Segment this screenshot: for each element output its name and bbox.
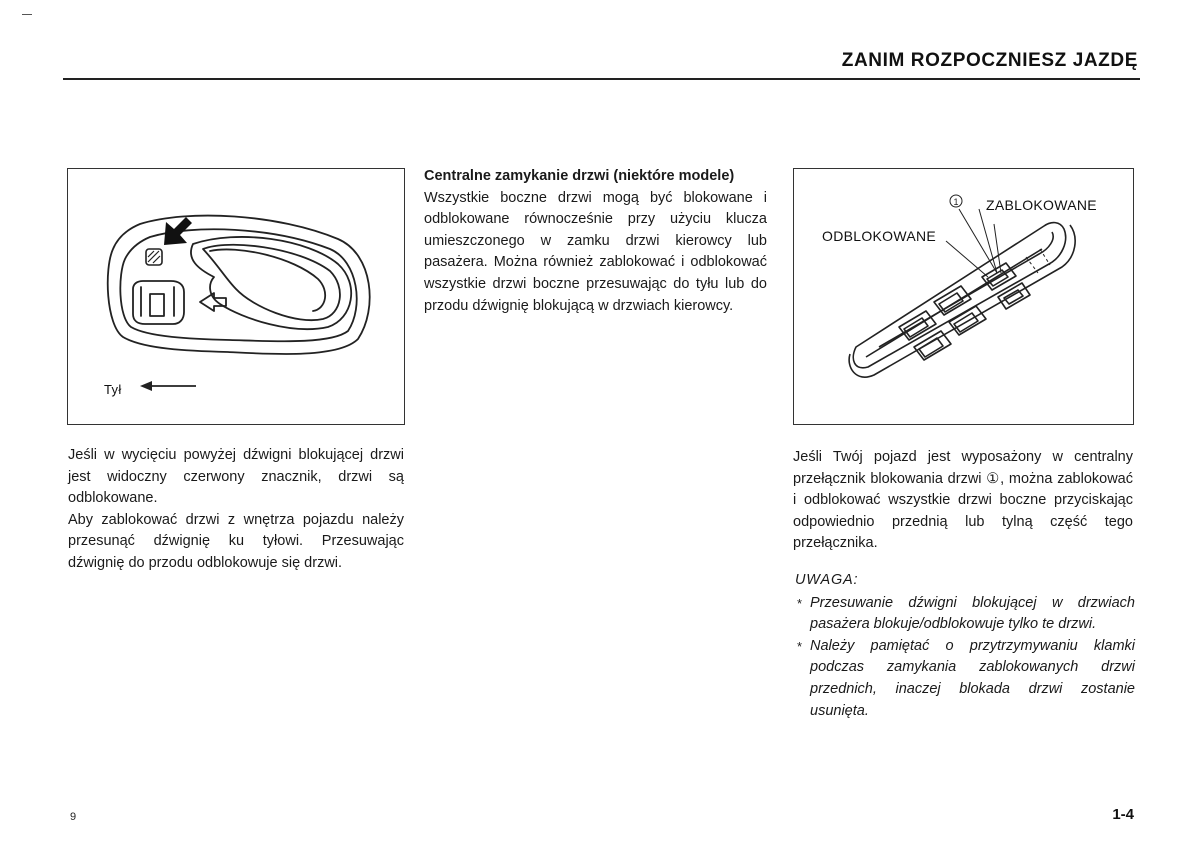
note-item [795, 593, 1135, 636]
central-locking-section [424, 166, 767, 317]
paragraph-central-switch: Jeśli Twój pojazd jest wyposażony w centralny przełącznik blokowania drzwi ①, można zablokować i odblokować wszystkie drzwi boczne przyciskając odpowiednio przednią lub tylną część tego przełącznika. [793, 449, 1133, 552]
corner-mark [22, 14, 32, 15]
note-item-text: Należy pamiętać o przytrzymywaniu klamki podczas zamykania zablokowanych drzwi przednich, inaczej blokada drzwi zostanie usunięta. [810, 637, 1135, 719]
footer-left-number: 9 [70, 811, 77, 823]
switch-marker: 1 [953, 197, 959, 207]
note-item-text: Przesuwanie dźwigni blokującej w drzwiach pasażera blokuje/odblokowuje tylko te drzwi. [810, 594, 1135, 633]
section-body: Wszystkie boczne drzwi mogą być blokowane i odblokowane równocześnie przy użyciu klucza umieszczonego w zamku drzwi kierowcy lub pasażera. Można również zablokować i odblokować wszystkie drzwi boczne przesuwając do tyłu lub do przodu dźwignię blokującą w drzwiach kierowcy. [424, 189, 767, 314]
section-title: Centralne zamykanie drzwi (niektóre modele) [424, 168, 735, 184]
note-title: UWAGA: [795, 572, 859, 588]
paragraph-indicator: Jeśli w wycięciu powyżej dźwigni blokującej drzwi jest widoczny czerwony znacznik, drzwi są odblokowane. [68, 447, 404, 507]
note-block [795, 570, 1135, 722]
door-handle-figure [67, 168, 405, 425]
lock-lever-description [68, 445, 404, 575]
page-number: 1-4 [1112, 806, 1134, 823]
central-lock-switch-figure [793, 168, 1134, 425]
direction-label-rear: Tył [104, 382, 122, 397]
paragraph-lever-operation: Aby zablokować drzwi z wnętrza pojazdu należy przesunąć dźwignię ku tyłowi. Przesuwając dźwignię do przodu odblokowuje się drzwi. [68, 511, 404, 571]
page-header-title: ZANIM ROZPOCZNIESZ JAZDĘ [841, 50, 1138, 71]
bullet-asterisk-icon: * [797, 595, 803, 611]
unlocked-label: ODBLOKOWANE [822, 228, 937, 244]
bullet-asterisk-icon: * [797, 638, 803, 654]
note-item [795, 636, 1135, 722]
locked-label: ZABLOKOWANE [986, 197, 1097, 213]
central-switch-description [793, 447, 1133, 555]
header-rule [63, 78, 1140, 80]
